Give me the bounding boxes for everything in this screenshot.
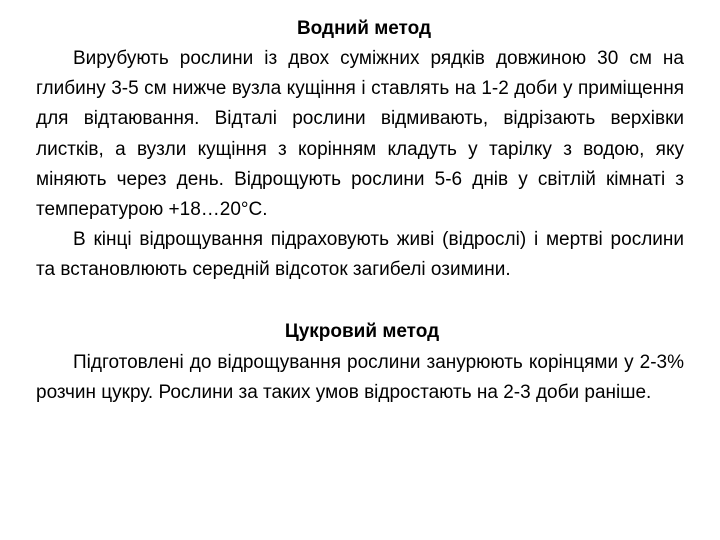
section-heading: Цукровий метод	[284, 320, 440, 342]
paragraph: Вирубують рослини із двох суміжних рядків довжиною 30 см на глибину 3-5 см нижче вузла кущіння і ставлять на 1-2 доби у приміщення для відтаювання. Відталі рослини відмивають, відрізають верхівки листків, а вузли кущіння з корінням кладуть у тарілку з водою, яку міняють через день. Відрощують рослини 5-6 днів у світлій кімнаті з температурою +18…20°С.	[36, 48, 684, 221]
section-sugar-method	[36, 316, 684, 408]
paragraph: Підготовлені до відрощування рослини занурюють корінцями у 2-3% розчин цукру. Рослини за таких умов відростають на 2-3 доби раніше.	[36, 351, 684, 403]
paragraph: В кінці відрощування підраховують живі (відрослі) і мертві рослини та встановлюють середній відсоток загибелі озимини.	[36, 229, 684, 281]
section-heading: Водний метод	[296, 18, 432, 39]
section-water-method	[36, 14, 684, 286]
